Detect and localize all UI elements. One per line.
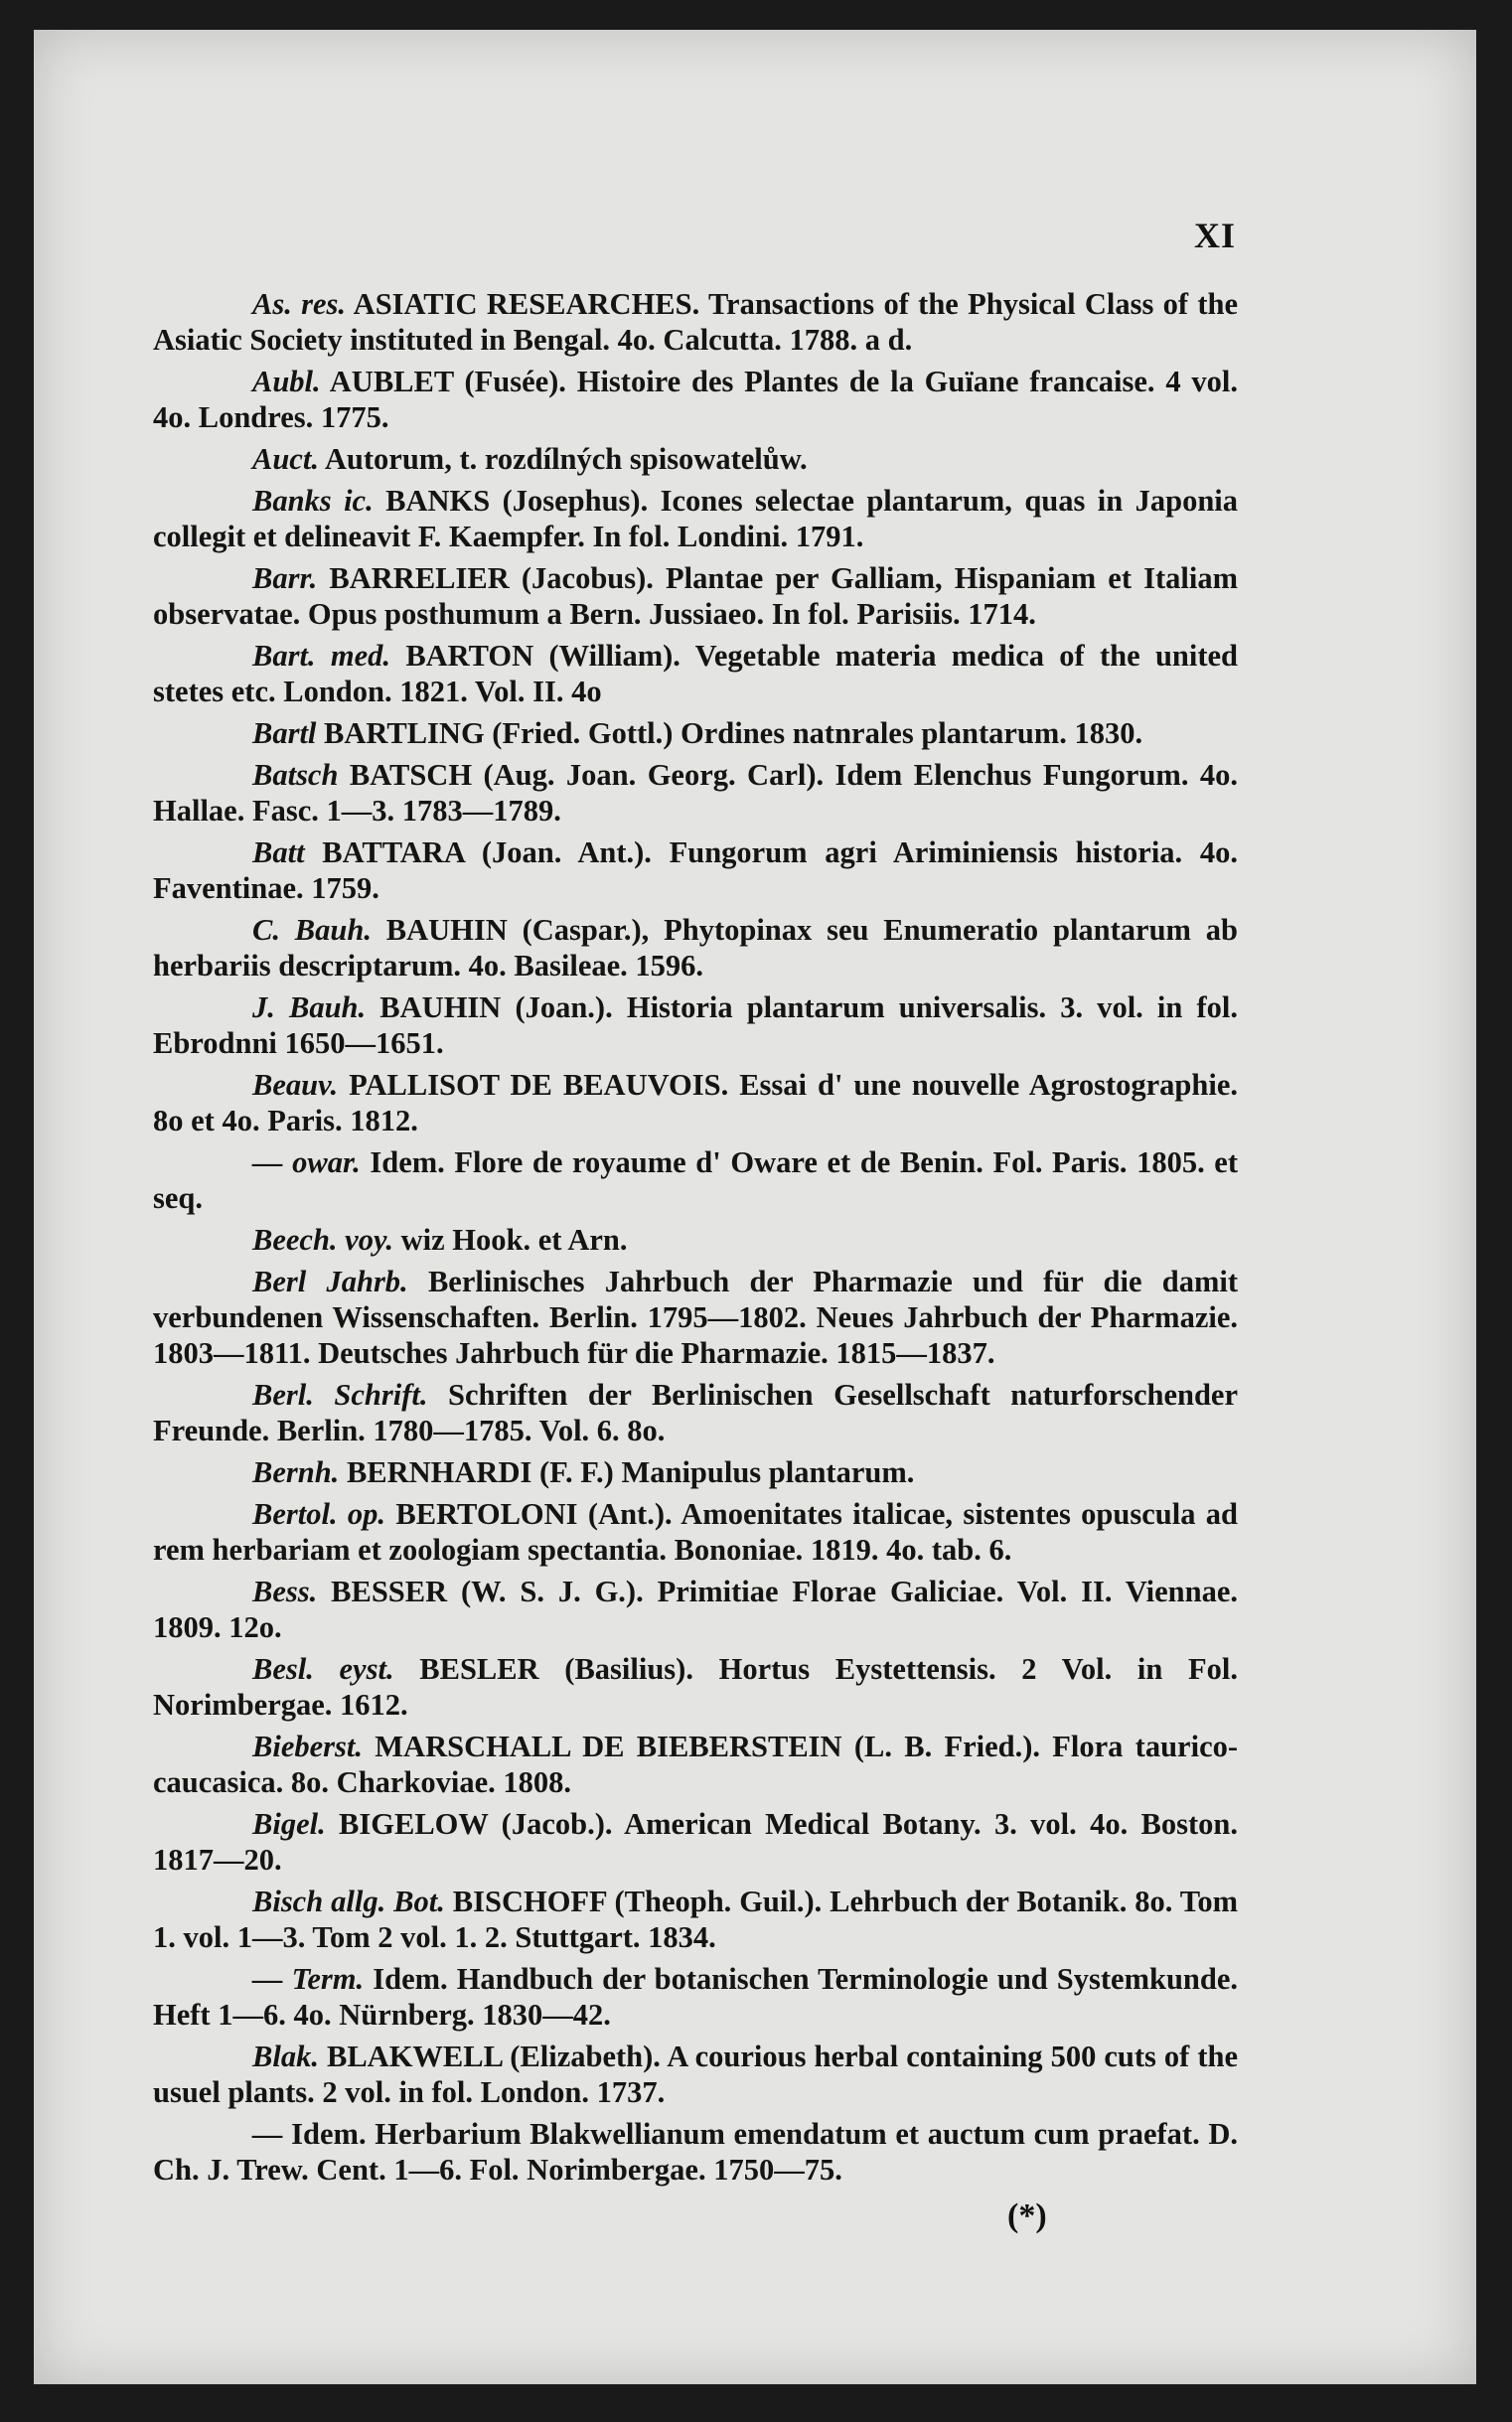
entry-abbreviation: Bernh. xyxy=(252,1455,340,1489)
entry-text: PALLISOT DE BEAUVOIS. Essai d' une nouvelle Agrostographie. 8o et 4o. Paris. 1812. xyxy=(153,1068,1238,1137)
entry-abbreviation: Bigel. xyxy=(252,1807,326,1841)
entry-abbreviation: Bisch allg. Bot. xyxy=(252,1885,445,1918)
entry-abbreviation: Bess. xyxy=(252,1575,318,1608)
entry-text: BERNHARDI (F. F.) Manipulus plantarum. xyxy=(346,1455,915,1489)
bibliography-entry xyxy=(153,1884,1238,1955)
entry-abbreviation: C. Bauh. xyxy=(252,913,372,947)
entry-abbreviation: Bart. med. xyxy=(252,639,390,673)
bibliography-entry xyxy=(153,715,1238,751)
bibliography-entry xyxy=(153,441,1238,477)
entry-abbreviation: Aubl. xyxy=(252,365,321,398)
entry-text: BANKS (Josephus). Icones selectae plantarum, quas in Japonia collegit et delineavit F. Kaempfer. In fol. Londini. 1791. xyxy=(153,484,1239,553)
entry-text: BESLER (Basilius). Hortus Eystettensis. 2 Vol. in Fol. Norimbergae. 1612. xyxy=(153,1652,1239,1722)
entry-abbreviation: — owar. xyxy=(252,1145,361,1179)
bibliography-entry xyxy=(153,1454,1238,1490)
entry-abbreviation: Beauv. xyxy=(252,1068,339,1102)
bibliography-entry xyxy=(153,1377,1238,1448)
bibliography-entry xyxy=(153,757,1238,829)
bibliography-entry xyxy=(153,1067,1238,1138)
bibliography-entry xyxy=(153,1222,1238,1258)
entry-text: BARRELIER (Jacobus). Plantae per Galliam, Hispaniam et Italiam observatae. Opus posthumum a Bern. Jussiaeo. In fol. Parisiis. 1714. xyxy=(153,561,1238,631)
entry-text: Autorum, t. rozdílných spisowatelůw. xyxy=(324,442,808,476)
entry-text: ASIATIC RESEARCHES. Transactions of the Physical Class of the Asiatic Society instituted in Bengal. 4o. Calcutta. 1788. a d. xyxy=(153,287,1239,357)
entry-text: Idem. Handbuch der botanischen Terminologie und Systemkunde. Heft 1—6. 4o. Nürnberg. 1830—42. xyxy=(153,1962,1238,2032)
bibliography-entry xyxy=(153,286,1238,358)
entry-text: BLAKWELL (Elizabeth). A courious herbal containing 500 cuts of the usuel plants. 2 vol. in fol. London. 1737. xyxy=(153,2040,1238,2109)
entry-text: Schriften der Berlinischen Gesellschaft naturforschender Freunde. Berlin. 1780—1785. Vol. 6. 8o. xyxy=(153,1378,1239,1447)
bibliography-entry xyxy=(153,1574,1238,1645)
bibliography-entry xyxy=(153,2039,1238,2110)
bibliography-entry xyxy=(153,1961,1238,2033)
entry-text: BIGELOW (Jacob.). American Medical Botany. 3. vol. 4o. Boston. 1817—20. xyxy=(153,1807,1238,1877)
entry-abbreviation: — Term. xyxy=(252,1962,365,1996)
bibliography-entry xyxy=(153,912,1238,984)
bibliography-entry xyxy=(153,483,1238,554)
bibliography-entry xyxy=(153,1651,1238,1723)
page-number: XI xyxy=(1194,216,1237,255)
entry-text: BERTOLONI (Ant.). Amoenitates italicae, sistentes opuscula ad rem herbariam et zoologiam spectantia. Bononiae. 1819. 4o. tab. 6. xyxy=(153,1497,1239,1567)
entry-text: Idem. Herbarium Blakwellianum emendatum et auctum cum praefat. D. Ch. J. Trew. Cent. 1—6. Fol. Norimbergae. 1750—75. xyxy=(153,2117,1239,2187)
entry-abbreviation: Berl Jahrb. xyxy=(252,1265,408,1298)
entry-text: Berlinisches Jahrbuch der Pharmazie und für die damit verbundenen Wissenschaften. Berlin. 1795—1802. Neues Jahrbuch der Pharmazie. 1803—1811. Deutsches Jahrbuch für die Pharmazie. 1815—1837. xyxy=(153,1265,1239,1370)
bibliography-entry xyxy=(153,560,1238,632)
bibliography-entry xyxy=(153,1264,1238,1371)
entry-abbreviation: As. res. xyxy=(252,287,347,321)
entry-abbreviation: J. Bauh. xyxy=(252,990,367,1024)
entry-abbreviation: Bertol. op. xyxy=(252,1497,386,1531)
entry-abbreviation: Berl. Schrift. xyxy=(252,1378,428,1412)
entry-text: wiz Hook. et Arn. xyxy=(400,1223,628,1257)
entry-abbreviation: Barr. xyxy=(252,561,318,595)
entry-text: MARSCHALL DE BIEBERSTEIN (L. B. Fried.). Flora taurico-caucasica. 8o. Charkoviae. 1808. xyxy=(153,1730,1239,1799)
book-page xyxy=(34,30,1476,2384)
entry-text: BATTARA (Joan. Ant.). Fungorum agri Ariminiensis historia. 4o. Faventinae. 1759. xyxy=(153,835,1239,905)
entry-abbreviation: Auct. xyxy=(252,442,319,476)
entry-text: AUBLET (Fusée). Histoire des Plantes de la Guïane francaise. 4 vol. 4o. Londres. 1775. xyxy=(153,365,1238,434)
entry-text: BESSER (W. S. J. G.). Primitiae Florae Galiciae. Vol. II. Viennae. 1809. 12o. xyxy=(153,1575,1239,1644)
bibliography-entry xyxy=(153,638,1238,709)
bibliography-entry xyxy=(153,834,1238,906)
entry-text: BATSCH (Aug. Joan. Georg. Carl). Idem Elenchus Fungorum. 4o. Hallae. Fasc. 1—3. 1783—1789. xyxy=(153,758,1238,828)
entry-abbreviation: Blak. xyxy=(252,2040,319,2073)
entry-abbreviation: Beech. voy. xyxy=(252,1223,393,1257)
entry-text: BAUHIN (Joan.). Historia plantarum universalis. 3. vol. in fol. Ebrodnni 1650—1651. xyxy=(153,990,1238,1060)
bibliography-entry xyxy=(153,364,1238,435)
entry-text: BISCHOFF (Theoph. Guil.). Lehrbuch der Botanik. 8o. Tom 1. vol. 1—3. Tom 2 vol. 1. 2. Stuttgart. 1834. xyxy=(153,1885,1239,1954)
entry-abbreviation: Batsch xyxy=(252,758,339,792)
bibliography-entry xyxy=(153,2116,1238,2188)
entry-abbreviation: — xyxy=(252,2117,283,2151)
entry-abbreviation: Bieberst. xyxy=(252,1730,363,1763)
bibliography-entry xyxy=(153,1144,1238,1216)
entry-abbreviation: Besl. eyst. xyxy=(252,1652,394,1686)
entry-text: BARTON (William). Vegetable materia medica of the united stetes etc. London. 1821. Vol. II. 4o xyxy=(153,639,1239,708)
entry-abbreviation: Banks ic. xyxy=(252,484,374,518)
entry-text: Idem. Flore de royaume d' Oware et de Benin. Fol. Paris. 1805. et seq. xyxy=(153,1145,1239,1215)
bibliography-entry xyxy=(153,1806,1238,1878)
entry-abbreviation: Batt xyxy=(252,835,305,869)
bibliography-entry xyxy=(153,1496,1238,1568)
bibliography-list xyxy=(153,286,1238,2194)
bibliography-entry xyxy=(153,989,1238,1061)
footer-marker: (*) xyxy=(1007,2197,1047,2234)
entry-text: BAUHIN (Caspar.), Phytopinax seu Enumeratio plantarum ab herbariis descriptarum. 4o. Basileae. 1596. xyxy=(153,913,1238,983)
entry-text: BARTLING (Fried. Gottl.) Ordines natnrales plantarum. 1830. xyxy=(324,716,1143,750)
bibliography-entry xyxy=(153,1729,1238,1800)
entry-abbreviation: Bartl xyxy=(252,716,317,750)
